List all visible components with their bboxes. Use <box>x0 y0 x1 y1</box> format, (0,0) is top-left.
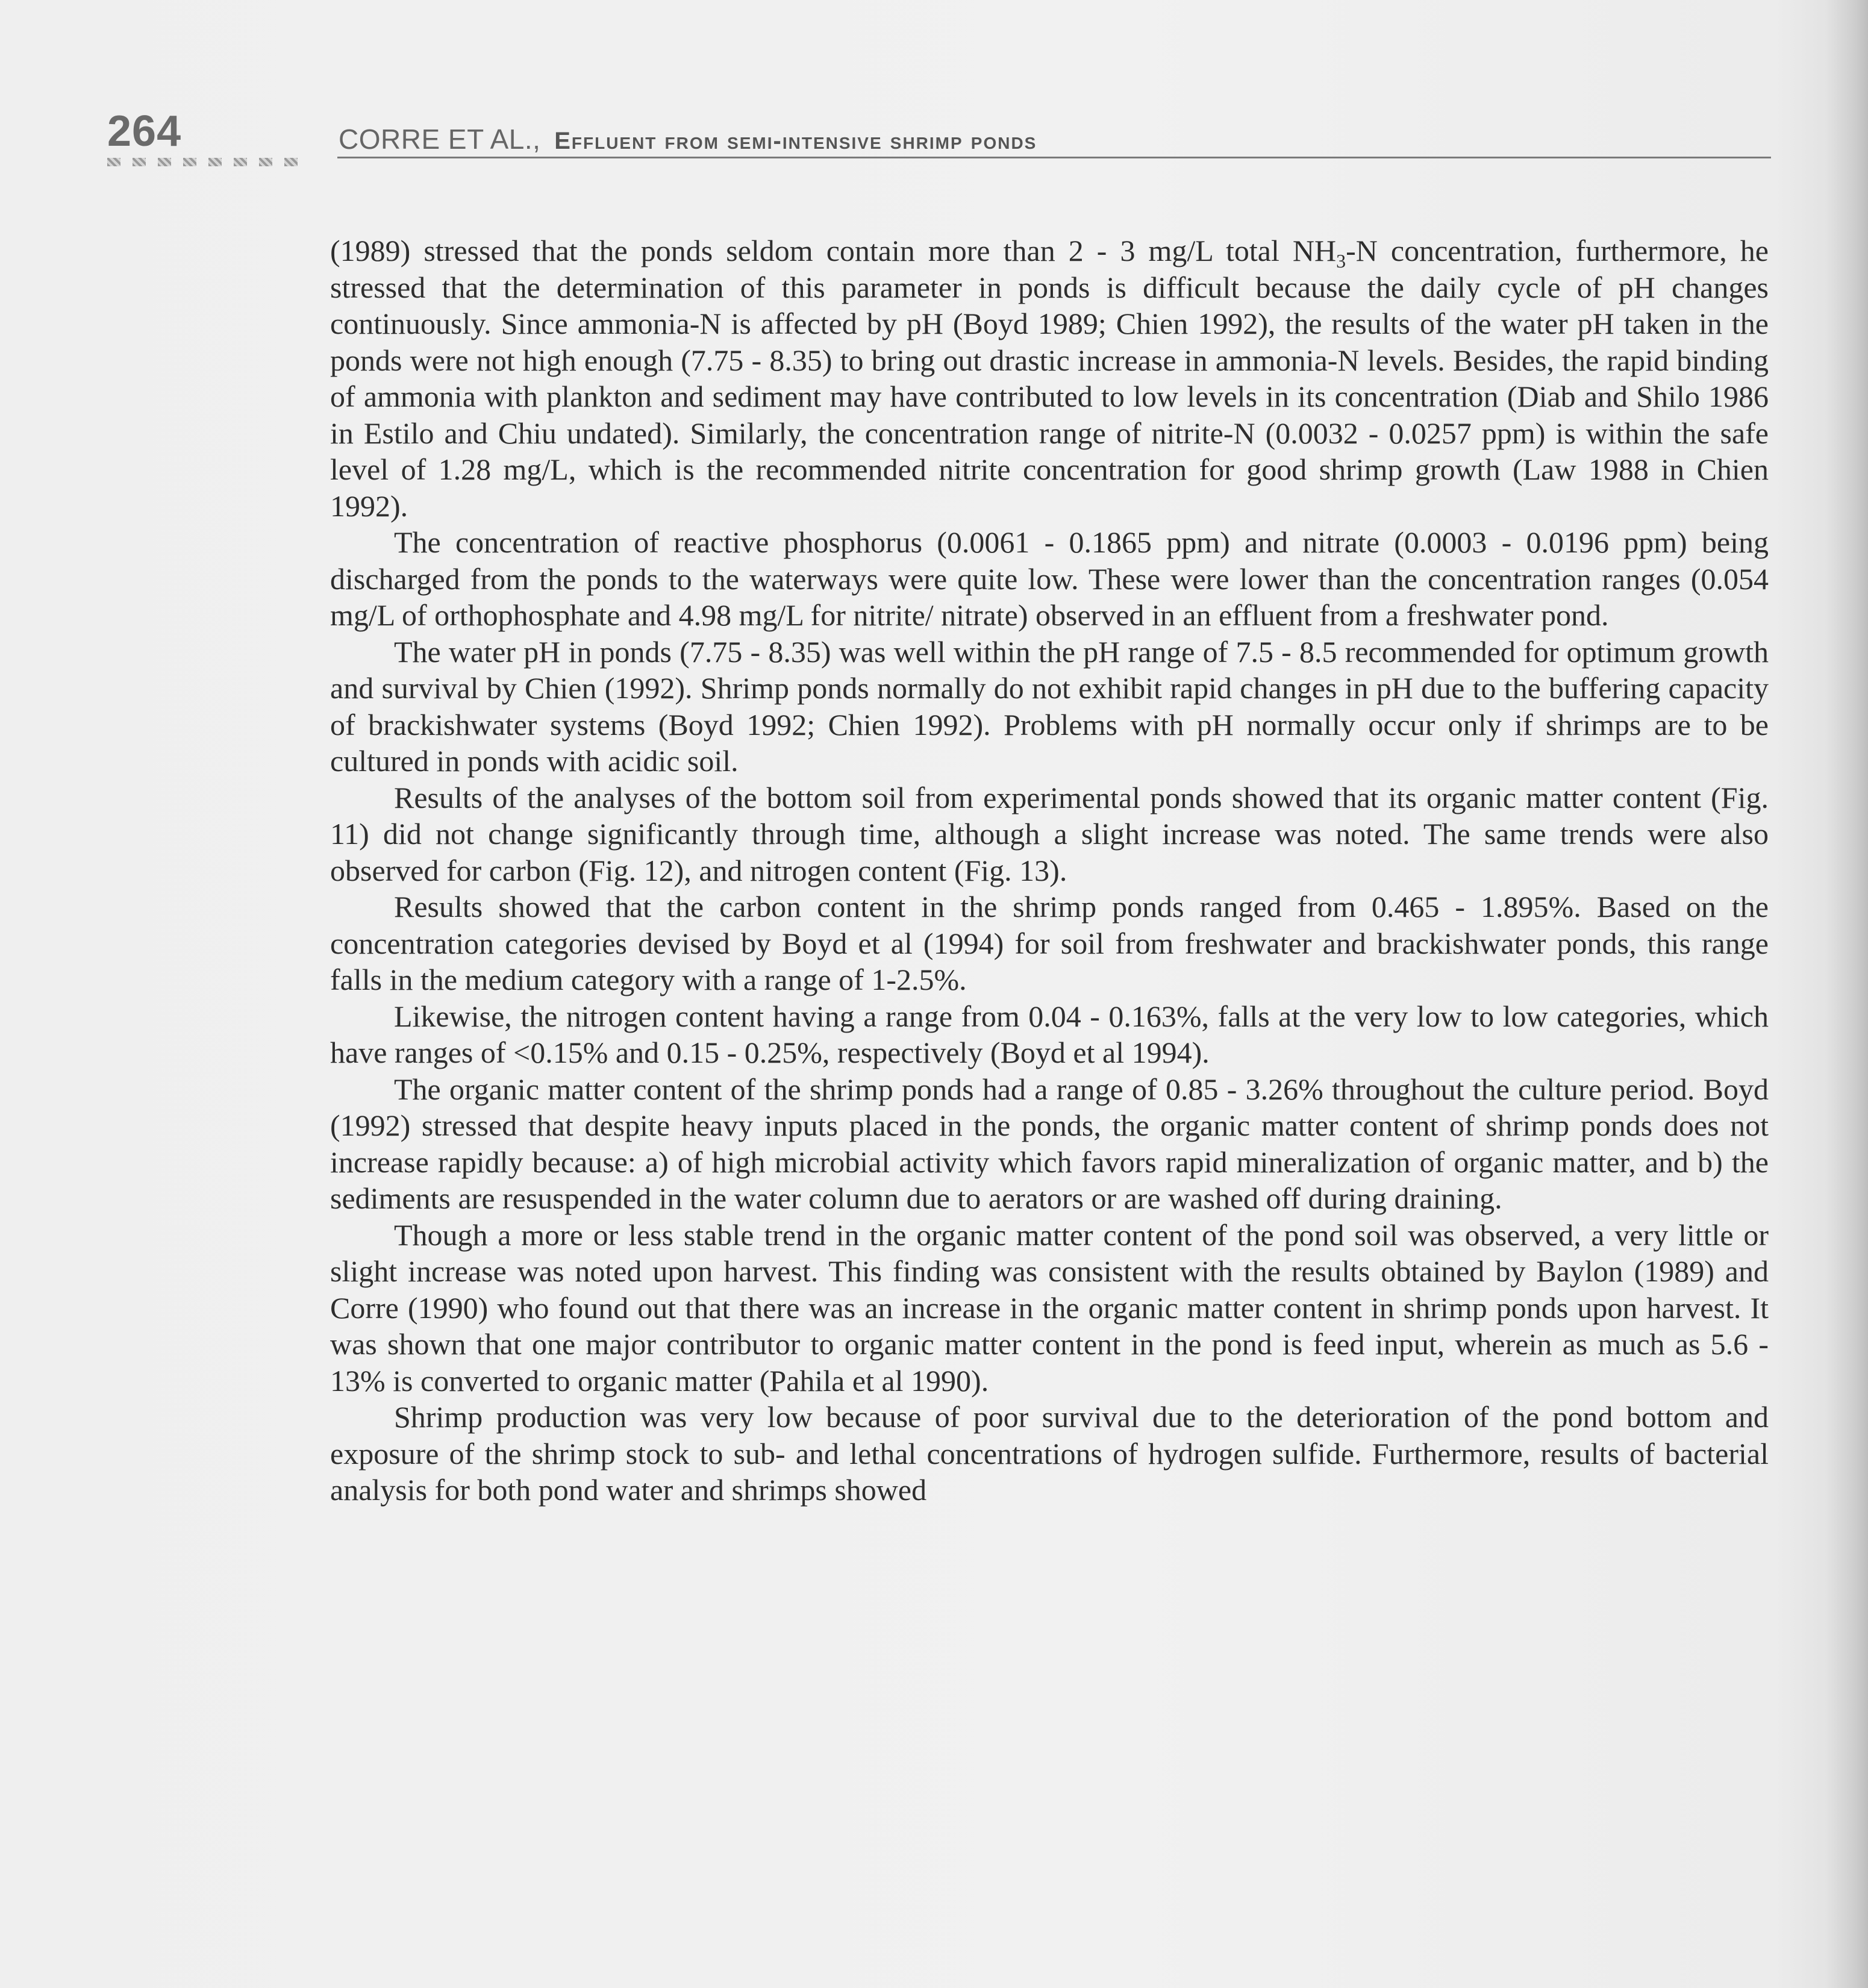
paragraph-1-subscript: 3 <box>1336 250 1346 272</box>
paragraph-5: Results showed that the carbon content in the shrimp ponds ranged from 0.465 - 1.895%. Based on the concentration categories devised by Boyd et al (1994) for soil from freshwater and brackishwater ponds, this range falls in the medium category with a range of 1-2.5%. <box>330 890 1769 996</box>
paragraph-4: Results of the analyses of the bottom soil from experimental ponds showed that its organic matter content (Fig. 11) did not change significantly through time, although a slight increase was noted. The same trends were also observed for carbon (Fig. 12), and nitrogen content (Fig. 13). <box>330 780 1769 887</box>
paragraph-6: Likewise, the nitrogen content having a range from 0.04 - 0.163%, falls at the very low to low categories, which have ranges of <0.15% and 0.15 - 0.25%, respectively (Boyd et al 1994). <box>330 999 1769 1069</box>
paragraph-1-part-a: (1989) stressed that the ponds seldom contain more than 2 - 3 mg/L total NH <box>330 234 1337 267</box>
paragraph-1 <box>330 233 1769 524</box>
paragraph-7: The organic matter content of the shrimp ponds had a range of 0.85 - 3.26% throughout the culture period. Boyd (1992) stressed that despite heavy inputs placed in the ponds, the organic matter content of shrimp ponds does not increase rapidly because: a) of high microbial activity which favors rapid mineralization of organic matter, and b) the sediments are resuspended in the water column due to aerators or are washed off during draining. <box>330 1072 1769 1215</box>
header-rule <box>337 157 1771 158</box>
paragraph-2: The concentration of reactive phosphorus (0.0061 - 0.1865 ppm) and nitrate (0.0003 - 0.0196 ppm) being discharged from the ponds to the waterways were quite low. These were lower than the concentration ranges (0.054 mg/L of orthophosphate and 4.98 mg/L for nitrite/ nitrate) observed in an effluent from a freshwater pond. <box>330 525 1769 632</box>
binding-shadow <box>1826 0 1868 1988</box>
paragraph-8: Though a more or less stable trend in the organic matter content of the pond soil was observed, a very little or slight increase was noted upon harvest. This finding was consistent with the results obtained by Baylon (1989) and Corre (1990) who found out that there was an increase in the organic matter content in shrimp ponds upon harvest. It was shown that one major contributor to organic matter content in the pond is feed input, wherein as much as 5.6 - 13% is converted to organic matter (Pahila et al 1990). <box>330 1217 1769 1398</box>
running-head-title: Effluent from semi-intensive shrimp ponds <box>554 128 1037 154</box>
paragraph-3: The water pH in ponds (7.75 - 8.35) was well within the pH range of 7.5 - 8.5 recommended for optimum growth and survival by Chien (1992). Shrimp ponds normally do not exhibit rapid changes in pH due to the buffering capacity of brackishwater systems (Boyd 1992; Chien 1992). Problems with pH normally occur only if shrimps are to be cultured in ponds with acidic soil. <box>330 634 1769 778</box>
running-head-authors: CORRE ET AL., <box>339 123 541 155</box>
page-number: 264 <box>107 107 182 155</box>
page-number-ornament <box>107 158 298 166</box>
body-text <box>330 233 1769 1508</box>
running-head <box>339 123 1037 157</box>
paragraph-9: Shrimp production was very low because of poor survival due to the deterioration of the pond bottom and exposure of the shrimp stock to sub- and lethal concentrations of hydrogen sulfide. Furthermore, results of bacterial analysis for both pond water and shrimps showed <box>330 1400 1769 1507</box>
paragraph-1-part-b: -N concentration, furthermore, he stressed that the determination of this parameter in ponds is difficult because the daily cycle of pH changes continuously. Since ammonia-N is affected by pH (Boyd 1989; Chien 1992), the results of the water pH taken in the ponds were not high enough (7.75 - 8.35) to bring out drastic increase in ammonia-N levels. Besides, the rapid binding of ammonia with plankton and sediment may have contributed to low levels in its concentration (Diab and Shilo 1986 in Estilo and Chiu undated). Similarly, the concentration range of nitrite-N (0.0032 - 0.0257 ppm) is within the safe level of 1.28 mg/L, which is the recommended nitrite concentration for good shrimp growth (Law 1988 in Chien 1992). <box>330 234 1769 523</box>
